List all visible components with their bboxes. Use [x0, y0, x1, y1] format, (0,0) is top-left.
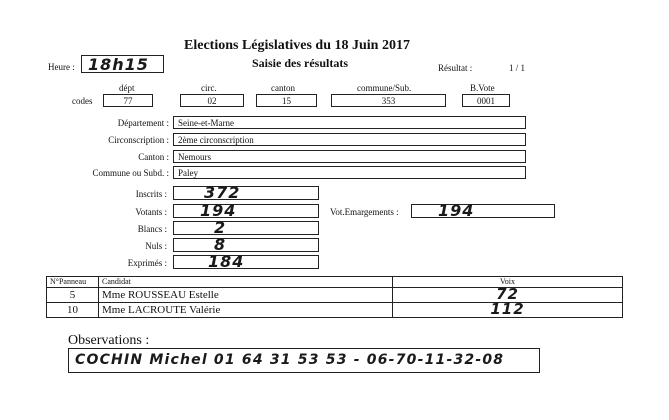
- table-row[interactable]: [47, 303, 623, 318]
- bvote-label: B.Vote: [470, 83, 495, 93]
- header-panneau: N°Panneau: [47, 277, 99, 288]
- departement-field[interactable]: [173, 116, 526, 129]
- departement-label: Département :: [117, 118, 169, 128]
- row-voix: 112: [490, 300, 525, 318]
- canton-code-label: canton: [271, 83, 295, 93]
- heure-field[interactable]: [81, 55, 164, 73]
- resultat-value: 1 / 1: [509, 63, 526, 73]
- votants-field[interactable]: [173, 201, 319, 220]
- row-panneau: 5: [47, 288, 99, 303]
- inscrits-value: 372: [204, 183, 241, 202]
- header-candidat: Candidat: [99, 277, 393, 288]
- dept-field[interactable]: [103, 94, 153, 107]
- emargements-field[interactable]: [411, 201, 555, 220]
- canton-label: Canton :: [138, 152, 169, 162]
- commune-label: Commune ou Subd. :: [92, 168, 169, 178]
- inscrits-label: Inscrits :: [135, 189, 167, 199]
- commune-value: Paley: [178, 168, 198, 178]
- dept-label: dépt: [119, 83, 135, 93]
- circonscription-value: 2ème circonscription: [178, 135, 254, 145]
- form-title: Elections Législatives du 18 Juin 2017: [184, 38, 410, 53]
- heure-value: 18h15: [88, 55, 149, 74]
- row-voix: 72: [496, 285, 519, 303]
- commune-code-value: 353: [381, 96, 396, 106]
- canton-field[interactable]: [173, 150, 526, 163]
- form-subtitle: Saisie des résultats: [252, 56, 348, 70]
- resultat-label: Résultat :: [438, 63, 473, 73]
- results-header-row: [47, 277, 623, 288]
- circ-field[interactable]: [180, 94, 244, 107]
- blancs-field[interactable]: [173, 218, 319, 237]
- bvote-field[interactable]: [462, 94, 510, 107]
- row-candidat: Mme ROUSSEAU Estelle: [99, 288, 393, 303]
- blancs-label: Blancs :: [137, 224, 167, 234]
- commune-code-field[interactable]: [331, 94, 446, 107]
- dept-value: 77: [123, 96, 133, 106]
- bvote-value: 0001: [477, 96, 495, 106]
- circonscription-field[interactable]: [173, 133, 526, 146]
- inscrits-field[interactable]: [173, 183, 319, 202]
- observations-value: COCHIN Michel 01 64 31 53 53 - 06-70-11-32-08: [75, 352, 505, 368]
- header-voix: Voix: [393, 277, 623, 288]
- canton-code-field[interactable]: [256, 94, 317, 107]
- canton-code-value: 15: [282, 96, 291, 106]
- observations-field[interactable]: [68, 348, 540, 373]
- row-candidat: Mme LACROUTE Valérie: [99, 303, 393, 318]
- results-table: [46, 276, 623, 318]
- heure-label: Heure :: [48, 62, 75, 72]
- table-row[interactable]: [47, 288, 623, 303]
- exprimes-value: 184: [208, 252, 245, 271]
- nuls-label: Nuls :: [145, 241, 167, 251]
- row-voix-cell[interactable]: [393, 300, 623, 318]
- nuls-value: 8: [214, 235, 227, 254]
- votants-label: Votants :: [135, 207, 167, 217]
- nuls-field[interactable]: [173, 235, 319, 254]
- circ-label: circ.: [201, 83, 217, 93]
- votants-value: 194: [200, 201, 237, 220]
- circonscription-label: Circonscription :: [108, 135, 169, 145]
- codes-label: codes: [72, 96, 93, 106]
- emargements-value: 194: [438, 201, 475, 220]
- commune-field[interactable]: [173, 166, 526, 179]
- exprimes-label: Exprimés :: [127, 258, 167, 268]
- circ-value: 02: [207, 96, 217, 106]
- emargements-label: Vot.Emargements :: [330, 207, 399, 217]
- observations-label: Observations :: [68, 333, 150, 348]
- canton-value: Nemours: [178, 152, 211, 162]
- departement-value: Seine-et-Marne: [178, 118, 234, 128]
- row-panneau: 10: [47, 303, 99, 318]
- blancs-value: 2: [214, 218, 227, 237]
- commune-code-label: commune/Sub.: [357, 83, 412, 93]
- exprimes-field[interactable]: [173, 252, 319, 271]
